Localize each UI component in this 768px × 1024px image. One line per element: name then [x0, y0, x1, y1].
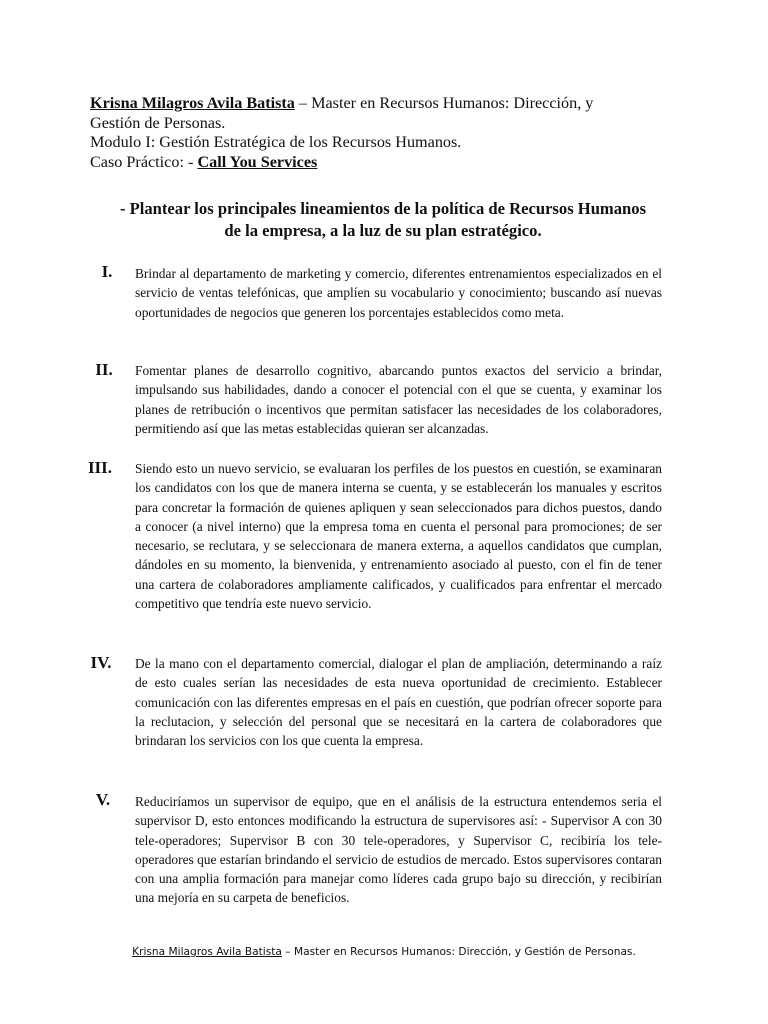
item-numeral: III. — [87, 458, 113, 477]
item-text: Siendo esto un nuevo servicio, se evaluaran los perfiles de los puestos en cuestión, se examinaran los candidatos con los que de manera interna se cuenta, y se establecerán los manuales y escritos para concretar la formación de quienes apliquen y sean seleccionados para dichos puestos, dando a conocer (a nivel interno) que la empresa toma en cuenta el personal para promociones; de ser necesario, se reclutara, y se seleccionara de manera externa, a aquellos candidatos que cumplan, dándoles en su momento, la bienvenida, y entrenamiento asociado al puesto, con el fin de tener una cartera de colaboradores ampliamente calificados, y cualificados para enfrentar el mercado competitivo que tendría este nuevo servicio. — [135, 461, 662, 612]
heading-line-2: de la empresa, a la luz de su plan estratégico. — [224, 221, 542, 240]
item-text: De la mano con el departamento comercial, dialogar el plan de ampliación, determinando a raíz de esto cuales serían las necesidades de esta nueva oportunidad de crecimiento. Establecer comunicación con las diferentes empresas en el país en cuestión, que podrían ofrecer soporte para la reclutacion, y selección del personal que se necesitará en la cartera de colaboradores que brindaran los servicios con los que cuenta la empresa. — [135, 656, 662, 749]
case-line — [90, 153, 690, 173]
heading-line-1: - Plantear los principales lineamientos de la política de Recursos Humanos — [119, 199, 647, 218]
footer-author: Krisna Milagros Avila Batista — [132, 946, 282, 958]
item-text: Brindar al departamento de marketing y comercio, diferentes entrenamientos especializados en el servicio de ventas telefónicas, que amplíen su vocabulario y conocimiento; buscando así nuevas oportunidades de negocios que generen los porcentajes establecidos como meta. — [135, 266, 662, 320]
footer-program: – Master en Recursos Humanos: Dirección, y Gestión de Personas. — [281, 946, 636, 958]
case-name: Call You Services — [197, 152, 318, 171]
module-title: Modulo I: Gestión Estratégica de los Recursos Humanos. — [90, 133, 462, 152]
section-heading — [90, 198, 676, 242]
program-title-part1: – Master en Recursos Humanos: Dirección, y — [294, 94, 594, 112]
item-numeral: IV. — [90, 653, 112, 672]
author-name: Krisna Milagros Avila Batista — [90, 94, 295, 112]
document-header — [90, 94, 690, 172]
program-title-part2: Gestión de Personas. — [90, 113, 226, 132]
item-numeral: V. — [95, 790, 111, 809]
item-text: Fomentar planes de desarrollo cognitivo, abarcando puntos exactos del servicio a brindar, impulsando sus habilidades, dando a conocer el potencial con el que se cuenta, y examinar los planes de retribución o incentivos que permitan satisfacer las necesidades de los colaboradores, permitiendo así que las metas establecidas quieran ser alcanzadas. — [135, 363, 662, 436]
item-text: Reduciríamos un supervisor de equipo, que en el análisis de la estructura entendemos seria el supervisor D, esto entonces modificando la estructura de supervisores así: - Supervisor A con 30 tele-operadores; Supervisor B con 30 tele-operadores, y Supervisor C, recibiría los tele-operadores que estarían brindando el servicio de estudios de mercado. Estos supervisores contaran con una amplia formación para manejar como líderes cada grupo bajo su dirección, y recibirían una mejoría en su carpeta de beneficios. — [135, 794, 662, 906]
item-numeral: I. — [101, 262, 113, 281]
header-line-1 — [90, 94, 690, 114]
case-prefix: Caso Práctico: - — [90, 152, 198, 171]
page-footer — [0, 945, 768, 959]
item-numeral: II. — [95, 360, 113, 379]
